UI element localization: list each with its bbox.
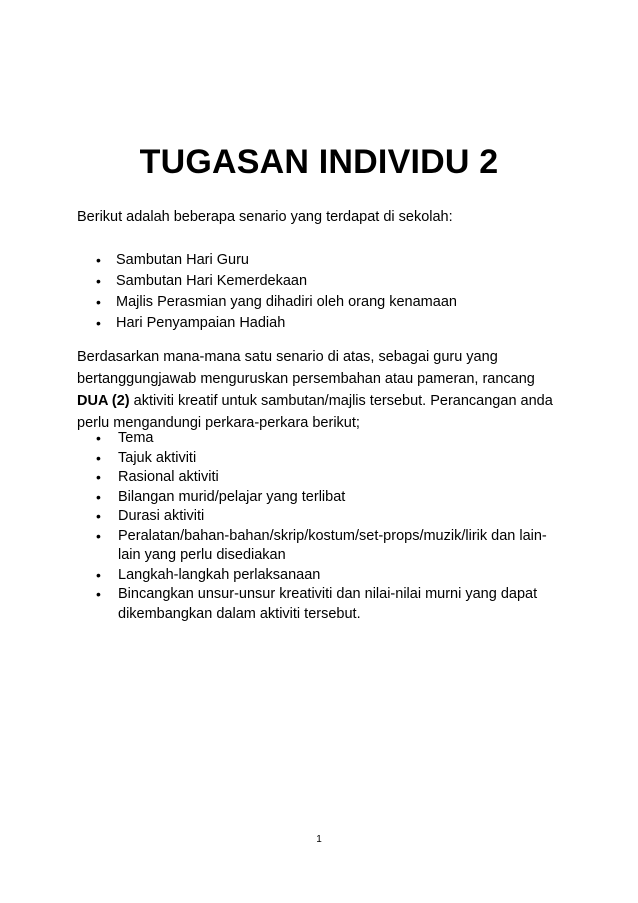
bullet-icon: • (96, 488, 101, 505)
requirement-label: Durasi aktiviti (118, 508, 205, 524)
paragraph-text-2: aktiviti kreatif untuk sambutan/majlis tersebut. Perancangan anda perlu mengandungi perkara-perkara berikut; (77, 393, 553, 431)
list-item (96, 250, 457, 271)
list-item (96, 527, 566, 566)
paragraph-text-1: Berdasarkan mana-mana satu senario di atas, sebagai guru yang bertanggungjawab menguruskan persembahan atau pameran, rancang (77, 349, 535, 387)
scenario-label: Sambutan Hari Guru (116, 252, 249, 268)
requirement-label: Bilangan murid/pelajar yang terlibat (118, 488, 346, 505)
requirement-label: Bincangkan unsur-unsur kreativiti dan nilai-nilai murni yang dapat dikembangkan dalam aktiviti tersebut. (118, 586, 538, 622)
bullet-icon: • (96, 469, 101, 485)
list-item (96, 313, 457, 334)
instruction-paragraph (77, 346, 567, 434)
page-number: 1 (316, 834, 322, 845)
bullet-icon: • (96, 566, 101, 583)
list-item (96, 488, 566, 508)
scenario-label: Sambutan Hari Kemerdekaan (116, 273, 308, 289)
bullet-icon: • (96, 586, 101, 602)
requirement-list (96, 429, 566, 624)
bullet-icon: • (96, 294, 101, 310)
bullet-icon: • (96, 449, 101, 466)
requirement-label: Tajuk aktiviti (118, 449, 197, 466)
intro-text: Berikut adalah beberapa senario yang terdapat di sekolah: (77, 209, 453, 225)
document-title: TUGASAN INDIVIDU 2 (139, 143, 499, 181)
list-item (96, 271, 457, 292)
requirement-label: Rasional aktiviti (118, 469, 219, 485)
scenario-label: Hari Penyampaian Hadiah (116, 315, 286, 331)
list-item (96, 292, 457, 313)
bullet-icon: • (96, 508, 101, 524)
list-item (96, 429, 566, 449)
list-item (96, 449, 566, 469)
paragraph-emphasis: DUA (2) (77, 393, 130, 409)
list-item (96, 585, 566, 624)
bullet-icon: • (96, 252, 101, 268)
bullet-icon: • (96, 315, 101, 331)
bullet-icon: • (96, 273, 101, 289)
bullet-icon: • (96, 527, 101, 544)
requirement-label: Tema (118, 430, 154, 446)
requirement-label: Peralatan/bahan-bahan/skrip/kostum/set-props/muzik/lirik dan lain-lain yang perlu disediakan (118, 527, 547, 563)
list-item (96, 468, 566, 488)
bullet-icon: • (96, 430, 101, 446)
scenario-list (96, 250, 457, 334)
scenario-label: Majlis Perasmian yang dihadiri oleh orang kenamaan (116, 294, 457, 310)
list-item (96, 566, 566, 586)
list-item (96, 507, 566, 527)
requirement-label: Langkah-langkah perlaksanaan (118, 566, 321, 583)
